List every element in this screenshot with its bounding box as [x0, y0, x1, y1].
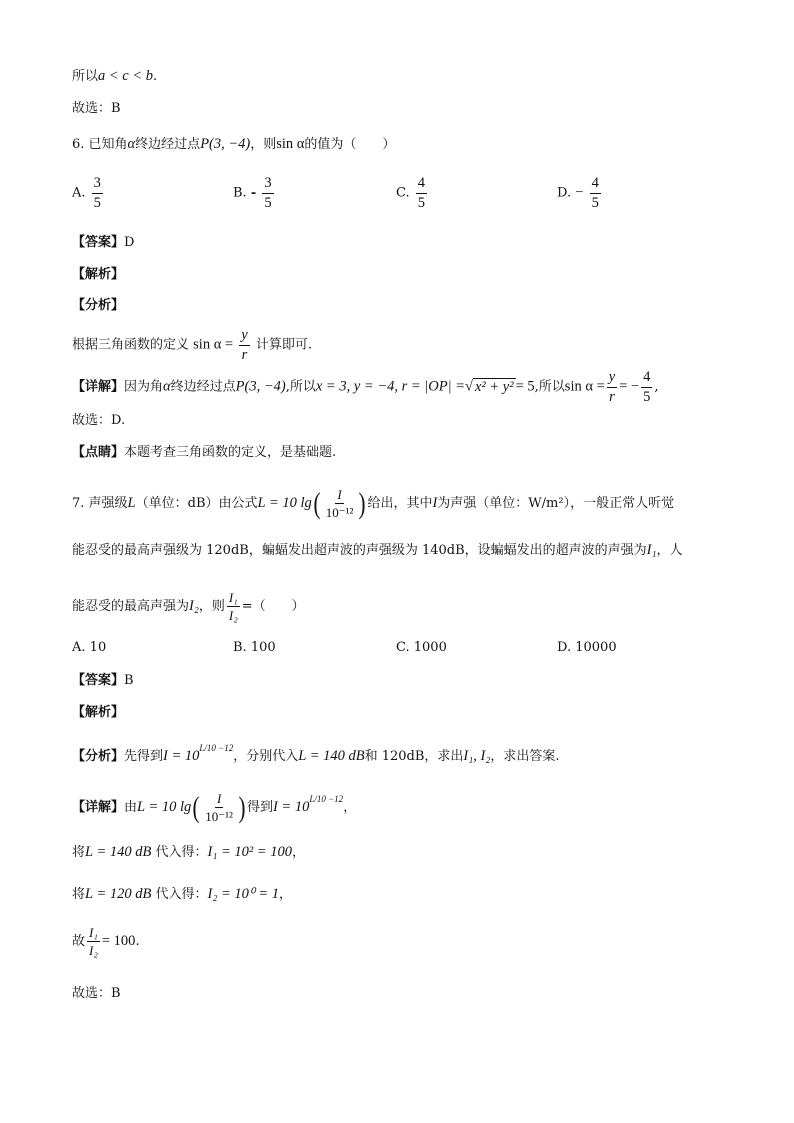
q6-option-c [396, 176, 429, 210]
numerator: I [337, 487, 342, 502]
math-formula: L = 10 lg [257, 495, 312, 511]
denominator: r [609, 388, 615, 405]
option-letter: D. [557, 640, 572, 655]
numerator: 3 [92, 176, 103, 194]
math-alpha: α [127, 136, 136, 152]
q7-result [72, 926, 140, 957]
math-L: L = 140 dB [298, 748, 365, 764]
left-paren: ( [313, 486, 321, 520]
option-letter: C. [396, 185, 410, 201]
q6-option-d [557, 176, 603, 210]
math-I: I₁, I₂ [463, 748, 491, 764]
math-fraction [87, 926, 100, 957]
text: 能忍受的最高声强为 [72, 599, 190, 614]
text: 终边经过点 [170, 379, 236, 395]
intro-choice [72, 99, 121, 119]
text: 6. 已知角 [72, 137, 128, 152]
math-I: I [432, 495, 438, 511]
option-fraction [92, 176, 103, 210]
text: ， [279, 887, 293, 902]
choice-text: 故选：B [72, 101, 121, 116]
math-eq: = − [619, 378, 640, 395]
right-paren: ) [358, 486, 366, 520]
option-value: 1000 [413, 640, 447, 655]
q6-comment [72, 443, 336, 463]
denominator: 5 [264, 194, 272, 211]
math-eq: I₁ = 10² = 100 [207, 844, 293, 860]
text: ,所以 [285, 379, 316, 395]
option-sign: − [575, 184, 584, 201]
math-fraction [227, 591, 240, 622]
text: 计算即可. [255, 337, 312, 353]
math-sin: sin α = [564, 378, 605, 395]
denominator: I₂ [89, 943, 98, 958]
math-fraction [239, 328, 249, 362]
q6-choice [72, 411, 125, 431]
q6-option-a [72, 176, 105, 210]
option-value: 10000 [575, 640, 617, 655]
option-fraction [590, 176, 601, 210]
denominator: r [241, 346, 248, 363]
math-exponent: L/10 −12 [309, 794, 344, 804]
q7-fenxi [72, 738, 560, 767]
q6-option-b [233, 176, 276, 210]
math-formula: L = 10 lg [137, 799, 192, 815]
option-letter: D. [557, 185, 572, 201]
math-sin: sin α [276, 136, 305, 152]
math-fraction [607, 370, 617, 404]
math-fraction [641, 370, 652, 404]
text: ，则 [198, 599, 225, 614]
text: ,所以 [534, 379, 565, 395]
fenxi-tag: 【分析】 [72, 749, 125, 764]
q6-detail [72, 370, 659, 404]
text: ， [292, 845, 306, 860]
q7-stem-line3 [72, 591, 305, 622]
q7-analysis-heading [72, 703, 124, 723]
option-fraction [262, 176, 273, 210]
option-letter: C. [396, 640, 410, 655]
fenxi-tag: 【分析】 [72, 298, 125, 313]
text: 给出，其中 [367, 496, 433, 511]
answer-tag: 【答案】 [72, 673, 125, 688]
math-point: P(3, −4) [200, 136, 251, 152]
comment-tag: 【点睛】 [72, 445, 125, 460]
text: =（ ） [241, 599, 305, 614]
denominator: 5 [643, 388, 651, 405]
text: （单位：dB）由公式 [135, 496, 258, 511]
q6-analysis-heading [72, 265, 124, 285]
analysis-tag: 【解析】 [72, 705, 125, 720]
math-I1: I₁ [646, 542, 657, 558]
denominator: 5 [93, 194, 101, 211]
numerator: y [607, 370, 617, 388]
q7-answer [72, 671, 134, 691]
text: 因为角 [124, 379, 164, 395]
math-alpha: α [163, 378, 171, 395]
math-I2: I₂ [189, 598, 199, 614]
answer-value: D [124, 235, 135, 250]
math-formula: I = 10 [272, 799, 310, 815]
intro-conclusion [72, 66, 157, 87]
text: 能忍受的最高声强级为 120dB，蝙蝠发出超声波的声强级为 140dB，设蝙蝠发出的超声波的声强为 [72, 543, 647, 558]
text: ，人 [656, 543, 683, 558]
numerator: 3 [262, 176, 273, 194]
math-formula: I = 10 [163, 748, 200, 764]
q7-sub2 [72, 884, 292, 905]
text: ，求出答案. [490, 749, 560, 764]
q7-sub1 [72, 842, 305, 863]
option-letter: B. [233, 640, 247, 655]
comment-text: 本题考查三角函数的定义，是基础题. [124, 445, 337, 460]
math-exponent: L/10 −12 [199, 743, 234, 753]
right-paren: ) [238, 790, 246, 824]
choice-text: 故选：D. [72, 413, 126, 428]
q6-fenxi-heading [72, 296, 124, 316]
text: ， [343, 800, 357, 815]
text: 由 [124, 800, 138, 815]
math-inequality: a < c < b [98, 68, 154, 84]
text: 和 120dB，求出 [364, 749, 464, 764]
numerator: y [239, 328, 249, 346]
option-value: 10 [89, 640, 107, 655]
denominator: 10⁻¹² [205, 809, 233, 824]
math-L: L = 140 dB [85, 844, 152, 860]
math-L: L = 120 dB [85, 886, 152, 902]
q7-stem-line1 [72, 488, 674, 519]
q7-detail [72, 789, 356, 823]
text: 根据三角函数的定义 [72, 337, 190, 353]
detail-tag: 【详解】 [72, 379, 125, 395]
text: 为声强（单位：W/m²），一般正常人听觉 [437, 496, 675, 511]
math-point: P(3, −4) [235, 378, 286, 395]
text: 故 [72, 934, 86, 949]
text: 7. 声强级 [72, 496, 128, 511]
numerator: I₁ [89, 925, 98, 940]
math-eq: I₂ = 10⁰ = 1 [207, 886, 280, 902]
math-x: x = 3 [315, 378, 347, 395]
denominator: I₂ [228, 608, 238, 623]
q7-option-b [233, 640, 276, 655]
choice-text: 故选：B [72, 986, 121, 1001]
text: 得到 [246, 800, 273, 815]
q7-choice [72, 984, 121, 1004]
option-letter: A. [72, 185, 86, 201]
text: 将 [72, 887, 86, 902]
numerator: I [216, 791, 222, 806]
text: 先得到 [124, 749, 164, 764]
q6-answer [72, 233, 134, 253]
text: ，则 [250, 137, 277, 152]
math-y: , y = −4 [346, 378, 395, 395]
text: 代入得： [155, 845, 208, 860]
option-value: 100 [250, 640, 276, 655]
option-sign: - [250, 185, 257, 201]
numerator: 4 [641, 370, 652, 388]
math-L: L [127, 495, 136, 511]
answer-tag: 【答案】 [72, 235, 125, 250]
text: 终边经过点 [135, 137, 201, 152]
detail-tag: 【详解】 [72, 800, 125, 815]
option-letter: A. [72, 640, 86, 655]
numerator: I₁ [228, 590, 238, 605]
text: 代入得： [155, 887, 208, 902]
q6-fenxi-text [72, 328, 312, 362]
text: 所以 [72, 69, 99, 84]
text: ，分别代入 [233, 749, 299, 764]
q7-stem-line2 [72, 540, 683, 561]
math-r: , r = |OP| = [394, 378, 466, 395]
text: , [654, 379, 659, 395]
analysis-tag: 【解析】 [72, 267, 125, 282]
q7-option-d [557, 640, 617, 655]
math-fraction [324, 488, 356, 519]
numerator: 4 [416, 176, 427, 194]
sqrt-symbol: √ [465, 378, 473, 395]
option-letter: B. [233, 185, 247, 201]
q7-option-c [396, 640, 447, 655]
math-sin: sin α = [193, 336, 234, 353]
left-paren: ( [192, 790, 200, 824]
numerator: 4 [590, 176, 601, 194]
math-sqrt: x² + y² [474, 378, 514, 395]
math-eq: = 5 [515, 378, 535, 395]
math-eq: = 100 [101, 933, 136, 949]
text: . [153, 69, 158, 84]
q6-stem [72, 134, 395, 155]
denominator: 5 [591, 194, 599, 211]
text: . [135, 934, 140, 949]
q7-option-a [72, 640, 106, 655]
math-fraction [203, 792, 235, 823]
answer-value: B [124, 673, 134, 688]
option-fraction [416, 176, 427, 210]
text: 的值为（ ） [304, 137, 396, 152]
text: 将 [72, 845, 86, 860]
denominator: 10⁻¹² [325, 505, 354, 520]
denominator: 5 [417, 194, 426, 211]
